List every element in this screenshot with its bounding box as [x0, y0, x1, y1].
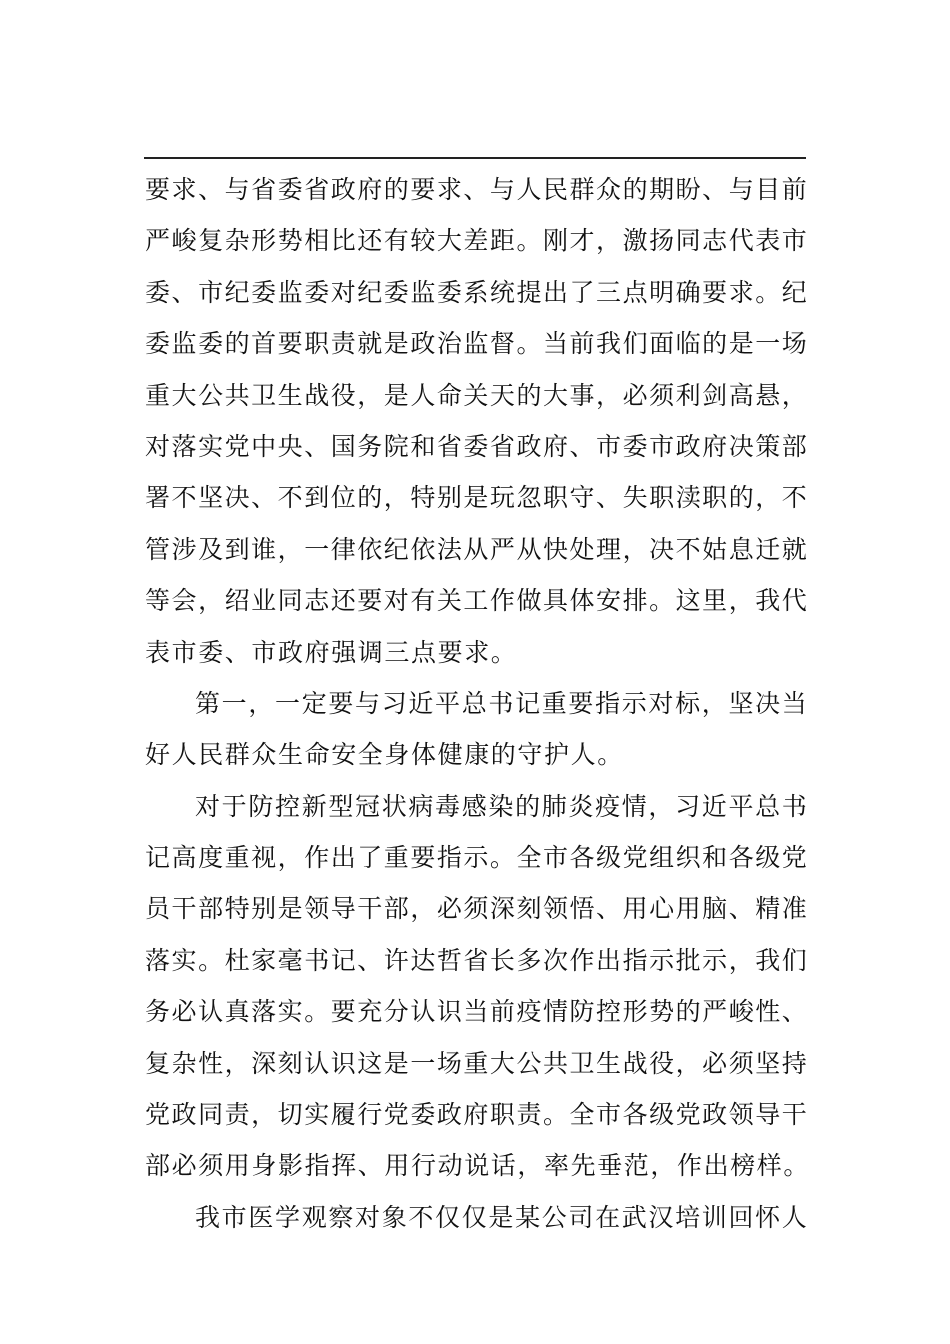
text-line: 务 必 认 真 落 实 。 要 充 分 认 识 当 前 疫 情 防 控 形 势 的 严 峻 性 、	[145, 997, 807, 1027]
text-line: 要 求 、 与 省 委 省 政 府 的 要 求 、 与 人 民 群 众 的 期 盼 、 与 目 前	[145, 175, 807, 204]
text-line: 党 政 同 责 ， 切 实 履 行 党 委 政 府 职 责 。 全 市 各 级 党 政 领 导 干	[145, 1100, 807, 1130]
text-line: 等 会 ， 绍 业 同 志 还 要 对 有 关 工 作 做 具 体 安 排 。 这 里 ， 我 代	[145, 586, 807, 616]
text-line: 我 市 医 学 观 察 对 象 不 仅 仅 是 某 公 司 在 武 汉 培 训 回 怀 人	[195, 1202, 807, 1232]
text-line: 委 监 委 的 首 要 职 责 就 是 政 治 监 督 。 当 前 我 们 面 临 的 是 一 场	[145, 329, 807, 359]
text-line: 表市委、市政府强调三点要求。	[145, 637, 518, 667]
text-line: 第 一 ， 一 定 要 与 习 近 平 总 书 记 重 要 指 示 对 标 ， 坚 决 当	[195, 688, 807, 718]
text-line: 记 高 度 重 视 ， 作 出 了 重 要 指 示 。 全 市 各 级 党 组 织 和 各 级 党	[145, 843, 807, 873]
text-line: 管 涉 及 到 谁 ， 一 律 依 纪 依 法 从 严 从 快 处 理 ， 决 不 姑 息 迁 就	[145, 534, 807, 564]
text-line: 对 落 实 党 中 央 、 国 务 院 和 省 委 省 政 府 、 市 委 市 政 府 决 策 部	[145, 431, 807, 461]
text-line: 复 杂 性 ， 深 刻 认 识 这 是 一 场 重 大 公 共 卫 生 战 役 ， 必 须 坚 持	[145, 1048, 807, 1078]
text-line: 部必须用身影指挥、用行动说话，率先垂范，作出榜样。	[145, 1151, 811, 1181]
text-line: 好人民群众生命安全身体健康的守护人。	[145, 740, 624, 770]
header-rule	[144, 157, 806, 159]
text-line: 员 干 部 特 别 是 领 导 干 部 ， 必 须 深 刻 领 悟 、 用 心 用 脑 、 精 准	[145, 894, 807, 924]
body-text	[145, 164, 811, 1243]
text-line: 署 不 坚 决 、 不 到 位 的 ， 特 别 是 玩 忽 职 守 、 失 职 渎 职 的 ， 不	[145, 483, 807, 513]
text-line: 重 大 公 共 卫 生 战 役 ， 是 人 命 关 天 的 大 事 ， 必 须 利 剑 高 悬 ，	[145, 380, 807, 410]
text-line: 严 峻 复 杂 形 势 相 比 还 有 较 大 差 距 。 刚 才 ， 激 扬 同 志 代 表 市	[145, 226, 807, 256]
text-line: 落 实 。 杜 家 毫 书 记 、 许 达 哲 省 长 多 次 作 出 指 示 批 示 ， 我 们	[145, 945, 807, 975]
text-line: 对 于 防 控 新 型 冠 状 病 毒 感 染 的 肺 炎 疫 情 ， 习 近 平 总 书	[195, 791, 807, 821]
text-line: 委 、 市 纪 委 监 委 对 纪 委 监 委 系 统 提 出 了 三 点 明 确 要 求 。 纪	[145, 277, 807, 307]
